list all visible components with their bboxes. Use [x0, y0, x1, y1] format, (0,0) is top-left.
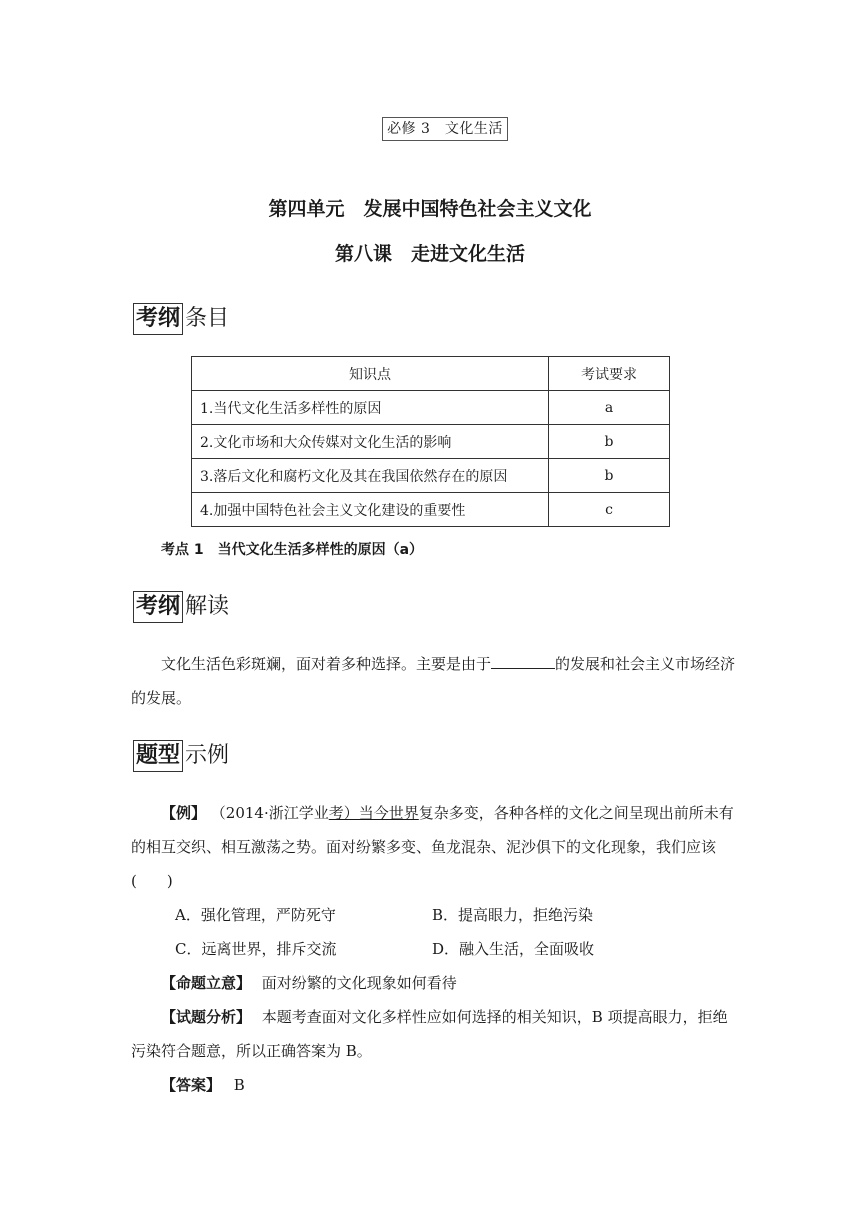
table-cell: 3.落后文化和腐朽文化及其在我国依然存在的原因 [192, 459, 549, 493]
table-row [192, 391, 670, 425]
example-source: （2014·浙江学业 [210, 804, 329, 822]
table-cell: 2.文化市场和大众传媒对文化生活的影响 [192, 425, 549, 459]
example-underlined-text: 考）当今世界 [328, 804, 419, 822]
reading-line-1 [161, 647, 735, 681]
section-heading-box: 考纲 [133, 591, 183, 623]
analysis-line-2: 污染符合题意，所以正确答案为 B。 [131, 1042, 372, 1060]
table-cell: b [549, 425, 670, 459]
example-text: 复杂多变，各种各样的文化之间呈现出前所未有 [418, 804, 734, 822]
answer-line [161, 1068, 245, 1102]
example-line-2: 的相互交织、相互激荡之势。面对纷繁多变、鱼龙混杂、泥沙俱下的文化现象，我们应该 [131, 838, 717, 856]
reading-line-2: 的发展。 [131, 689, 192, 707]
answer-label: 【答案】 [161, 1076, 222, 1094]
example-line-1 [161, 796, 734, 830]
section-heading-text: 解读 [185, 594, 230, 619]
table-row [192, 493, 670, 527]
option-c: C．远离世界，排斥交流 [175, 940, 337, 958]
intent-line [161, 966, 457, 1000]
section-heading-text: 示例 [185, 743, 230, 768]
unit-title: 第四单元 发展中国特色社会主义文化 [268, 198, 592, 220]
table-row [192, 425, 670, 459]
section-heading-outline [133, 303, 229, 335]
answer-parentheses: ( ) [131, 872, 173, 890]
option-a: A．强化管理，严防死守 [175, 906, 336, 924]
example-label: 【例】 [161, 804, 207, 822]
analysis-label: 【试题分析】 [161, 1008, 252, 1026]
table-cell: 1.当代文化生活多样性的原因 [192, 391, 549, 425]
option-b: B．提高眼力，拒绝污染 [432, 906, 594, 924]
table-cell: b [549, 459, 670, 493]
table-header: 知识点 [192, 357, 549, 391]
section-heading-text: 条目 [185, 306, 230, 331]
table-cell: c [549, 493, 670, 527]
table-cell: 4.加强中国特色社会主义文化建设的重要性 [192, 493, 549, 527]
section-heading-reading [133, 591, 229, 623]
section-heading-box: 题型 [133, 740, 183, 772]
table-cell: a [549, 391, 670, 425]
section-heading-example [133, 740, 229, 772]
option-d: D．融入生活，全面吸收 [432, 940, 595, 958]
table-header: 考试要求 [549, 357, 670, 391]
lesson-title: 第八课 走进文化生活 [334, 243, 525, 265]
analysis-text: 本题考查面对文化多样性应如何选择的相关知识，B 项提高眼力，拒绝 [261, 1008, 728, 1026]
answer-value: B [233, 1076, 245, 1094]
reading-text: 的发展和社会主义市场经济 [555, 655, 736, 673]
table-row [192, 459, 670, 493]
knowledge-table [191, 356, 670, 527]
exam-point-title: 考点 1 当代文化生活多样性的原因（a） [161, 542, 424, 558]
section-heading-box: 考纲 [133, 303, 183, 335]
textbook-tag: 必修 3 文化生活 [382, 117, 508, 141]
intent-text: 面对纷繁的文化现象如何看待 [261, 974, 457, 992]
fill-in-blank[interactable] [491, 650, 555, 669]
table-header-row [192, 357, 670, 391]
analysis-line-1 [161, 1000, 728, 1034]
reading-text: 文化生活色彩斑斓，面对着多种选择。主要是由于 [161, 655, 492, 673]
intent-label: 【命题立意】 [161, 974, 252, 992]
